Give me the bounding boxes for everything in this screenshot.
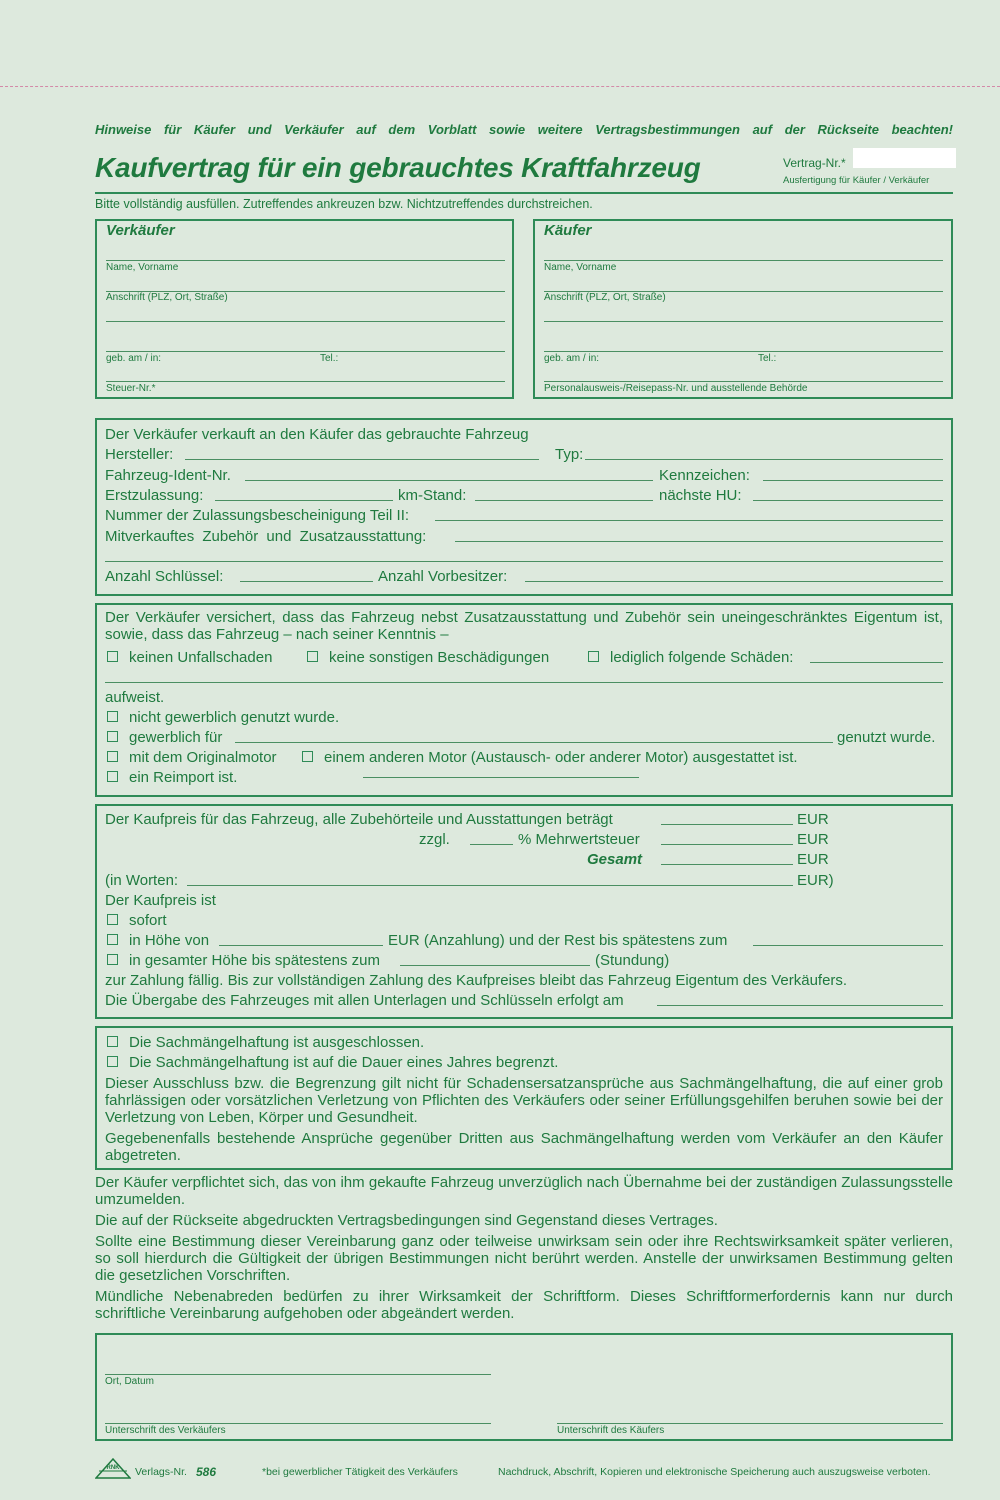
price-eur: EUR xyxy=(797,811,829,828)
reimport-label: ein Reimport ist. xyxy=(129,769,238,786)
instruction-text: Bitte vollständig ausfüllen. Zutreffendes ankreuzen bzw. Nichtzutreffendes durchstreichen. xyxy=(95,197,593,211)
seller-section xyxy=(95,219,514,399)
seller-heading: Verkäufer xyxy=(106,222,175,239)
terms-paragraph-2: Die auf der Rückseite abgedruckten Vertragsbedingungen sind Gegenstand dieses Vertrages. xyxy=(95,1212,718,1229)
km-line[interactable] xyxy=(475,500,653,501)
words-label: (in Worten: xyxy=(105,872,179,889)
owners-label: Anzahl Vorbesitzer: xyxy=(378,568,508,585)
damage-line[interactable] xyxy=(810,662,943,663)
km-label: km-Stand: xyxy=(398,487,467,504)
deposit-amount-line[interactable] xyxy=(219,945,383,946)
used-label: genutzt wurde. xyxy=(837,729,936,746)
other-engine-checkbox[interactable] xyxy=(302,751,313,762)
reimport-line[interactable] xyxy=(363,777,639,778)
following-damage-checkbox[interactable] xyxy=(588,651,599,662)
immediate-checkbox[interactable] xyxy=(107,914,118,925)
vehicle-section xyxy=(95,418,953,596)
buyer-section xyxy=(533,219,953,399)
seller-address-label: Anschrift (PLZ, Ort, Straße) xyxy=(106,292,228,303)
buyer-address-label: Anschrift (PLZ, Ort, Straße) xyxy=(544,292,666,303)
buyer-phone-label: Tel.: xyxy=(758,353,777,364)
due-text: zur Zahlung fällig. Bis zur vollständigen Zahlung des Kaufpreises bleibt das Fahrzeug Eigentum des Verkäufers. xyxy=(105,972,848,989)
vat-percent-line[interactable] xyxy=(470,844,513,845)
seller-name-label: Name, Vorname xyxy=(106,262,179,273)
terms-paragraph-4: Mündliche Nebenabreden bedürfen zu ihrer Wirksamkeit der Schriftform. Dieses Schriftformerfordernis kann nur durch schriftliche Vereinbarung aufgehoben oder abgeändert werden. xyxy=(95,1288,953,1322)
deposit-label: EUR (Anzahlung) und der Rest bis spätestens zum xyxy=(388,932,728,949)
publisher-logo xyxy=(95,1458,131,1480)
rest-date-line[interactable] xyxy=(753,945,943,946)
keys-label: Anzahl Schlüssel: xyxy=(105,568,224,585)
keys-line[interactable] xyxy=(240,581,373,582)
page-title: Kaufvertrag für ein gebrauchtes Kraftfahrzeug xyxy=(95,152,701,183)
seller-born-line[interactable] xyxy=(106,351,505,352)
full-by-checkbox[interactable] xyxy=(107,954,118,965)
owners-line[interactable] xyxy=(525,581,943,582)
publisher-no: 586 xyxy=(196,1465,217,1479)
full-by-line[interactable] xyxy=(400,965,590,966)
handover-label: Die Übergabe des Fahrzeuges mit allen Unterlagen und Schlüsseln erfolgt am xyxy=(105,992,624,1009)
plus-label: zzgl. xyxy=(419,831,450,848)
commercial-label: gewerblich für xyxy=(129,729,223,746)
deposit-checkbox[interactable] xyxy=(107,934,118,945)
buyer-signature-label: Unterschrift des Käufers xyxy=(557,1425,665,1436)
copyright-notice: Nachdruck, Abschrift, Kopieren und elektronische Speicherung auch auszugsweise verboten. xyxy=(498,1466,931,1478)
first-reg-label: Erstzulassung: xyxy=(105,487,204,504)
buyer-name-line[interactable] xyxy=(544,260,943,261)
price-intro: Der Kaufpreis für das Fahrzeug, alle Zubehörteile und Ausstattungen beträgt xyxy=(105,811,613,828)
seller-phone-label: Tel.: xyxy=(320,353,339,364)
hint-text: Hinweise für Käufer und Verkäufer auf dem Vorblatt sowie weitere Vertragsbestimmungen auf der Rückseite beachten! xyxy=(95,122,953,137)
handover-line[interactable] xyxy=(657,1005,943,1006)
total-line[interactable] xyxy=(661,864,793,865)
words-line[interactable] xyxy=(187,885,793,886)
buyer-name-label: Name, Vorname xyxy=(544,262,617,273)
vin-line[interactable] xyxy=(245,480,653,481)
type-line[interactable] xyxy=(585,459,943,460)
price-section xyxy=(95,804,953,1019)
reg-cert-line[interactable] xyxy=(435,520,943,521)
warranty-paragraph-2: Gegebenenfalls bestehende Ansprüche gegenüber Dritten aus Sachmängelhaftung werden vom Verkäufer an den Käufer abgetreten. xyxy=(105,1130,943,1164)
original-engine-label: mit dem Originalmotor xyxy=(129,749,277,766)
not-commercial-checkbox[interactable] xyxy=(107,711,118,722)
full-by-label: in gesamter Höhe bis spätestens zum xyxy=(129,952,380,969)
total-label: Gesamt xyxy=(587,851,643,868)
seller-born-label: geb. am / in: xyxy=(106,353,162,364)
copy-label: Ausfertigung für Käufer / Verkäufer xyxy=(783,175,930,186)
reg-cert-label: Nummer der Zulassungsbescheinigung Teil II: xyxy=(105,507,410,524)
type-label: Typ: xyxy=(555,446,584,463)
accessories-line[interactable] xyxy=(455,541,943,542)
perforation-line xyxy=(0,86,1000,87)
seller-signature-label: Unterschrift des Verkäufers xyxy=(105,1425,226,1436)
signature-section xyxy=(95,1333,953,1441)
publisher-no-label: Verlags-Nr. xyxy=(135,1466,187,1478)
contract-no-input[interactable] xyxy=(853,148,956,168)
other-engine-label: einem anderen Motor (Austausch- oder anderer Motor) ausgestattet ist. xyxy=(324,749,798,766)
logo-text: RNK xyxy=(106,1465,120,1471)
buyer-id-line[interactable] xyxy=(544,381,943,382)
seller-signature-line[interactable] xyxy=(105,1423,491,1424)
price-line[interactable] xyxy=(661,824,793,825)
vat-line[interactable] xyxy=(661,844,793,845)
footnote: *bei gewerblicher Tätigkeit des Verkäufers xyxy=(262,1466,458,1478)
terms-paragraph-3: Sollte eine Bestimmung dieser Vereinbarung ganz oder teilweise unwirksam sein oder ihre Rechtswirksamkeit später verlieren, so soll hierdurch die Gültigkeit der übrigen Bestimmungen nicht berührt werden. Anstelle der unwirksamen Bestimmung gelten die gesetzlichen Vorschriften. xyxy=(95,1233,953,1284)
original-engine-checkbox[interactable] xyxy=(107,751,118,762)
warranty-limited-checkbox[interactable] xyxy=(107,1056,118,1067)
following-damage-label: lediglich folgende Schäden: xyxy=(610,649,794,666)
buyer-address-line-2[interactable] xyxy=(544,321,943,322)
no-accident-label: keinen Unfallschaden xyxy=(129,649,273,666)
assurance-text: Der Verkäufer versichert, dass das Fahrzeug nebst Zusatzausstattung und Zubehör sein uneingeschränktes Eigentum ist, sowie, dass das Fahrzeug – nach seiner Kenntnis – xyxy=(105,609,943,643)
buyer-heading: Käufer xyxy=(544,222,592,239)
warranty-section xyxy=(95,1026,953,1170)
vat-eur: EUR xyxy=(797,831,829,848)
deferral-label: (Stundung) xyxy=(595,952,670,969)
seller-name-line[interactable] xyxy=(106,260,505,261)
next-hu-line[interactable] xyxy=(753,500,943,501)
buyer-born-line[interactable] xyxy=(544,351,943,352)
plate-label: Kennzeichen: xyxy=(659,467,750,484)
manufacturer-label: Hersteller: xyxy=(105,446,174,463)
immediate-label: sofort xyxy=(129,912,167,929)
vat-label: % Mehrwertsteuer xyxy=(518,831,640,848)
no-damage-checkbox[interactable] xyxy=(307,651,318,662)
accessories-label: Mitverkauftes Zubehör und Zusatzausstattung: xyxy=(105,528,427,545)
not-commercial-label: nicht gewerblich genutzt wurde. xyxy=(129,709,340,726)
warranty-excluded-checkbox[interactable] xyxy=(107,1036,118,1047)
total-eur: EUR xyxy=(797,851,829,868)
place-date-label: Ort, Datum xyxy=(105,1376,154,1387)
seller-tax-line[interactable] xyxy=(106,381,505,382)
buyer-signature-line[interactable] xyxy=(557,1423,943,1424)
assurance-section xyxy=(95,603,953,797)
terms-paragraph-1: Der Käufer verpflichtet sich, das von ihm gekaufte Fahrzeug unverzüglich nach Übernahme bei der zuständigen Zulassungsstelle umzumelden. xyxy=(95,1174,953,1208)
commercial-line[interactable] xyxy=(235,742,833,743)
no-accident-checkbox[interactable] xyxy=(107,651,118,662)
reimport-checkbox[interactable] xyxy=(107,771,118,782)
title-divider xyxy=(95,192,953,194)
buyer-id-label: Personalausweis-/Reisepass-Nr. und ausstellende Behörde xyxy=(544,383,808,394)
price-is-label: Der Kaufpreis ist xyxy=(105,892,216,909)
accessories-line-2[interactable] xyxy=(105,561,943,562)
seller-tax-label: Steuer-Nr.* xyxy=(106,383,156,394)
warranty-paragraph-1: Dieser Ausschluss bzw. die Begrenzung gilt nicht für Schadensersatzansprüche aus Sachmängelhaftung, die auf einer grob fahrlässigen oder vorsätzlichen Verletzung von Pflichten des Verkäufers oder seiner Erfüllungsgehilfen beruhen sowie bei der Verletzung von Leben, Körper und Gesundheit. xyxy=(105,1075,943,1126)
words-eur: EUR) xyxy=(797,872,834,889)
warranty-limited-label: Die Sachmängelhaftung ist auf die Dauer eines Jahres begrenzt. xyxy=(129,1054,559,1071)
plate-line[interactable] xyxy=(763,480,943,481)
seller-address-line-2[interactable] xyxy=(106,321,505,322)
vin-label: Fahrzeug-Ident-Nr. xyxy=(105,467,231,484)
no-damage-label: keine sonstigen Beschädigungen xyxy=(329,649,550,666)
amount-of-label: in Höhe von xyxy=(129,932,210,949)
first-reg-line[interactable] xyxy=(215,500,393,501)
next-hu-label: nächste HU: xyxy=(659,487,742,504)
manufacturer-line[interactable] xyxy=(185,459,539,460)
shows-label: aufweist. xyxy=(105,689,165,706)
warranty-excluded-label: Die Sachmängelhaftung ist ausgeschlossen. xyxy=(129,1034,425,1051)
commercial-checkbox[interactable] xyxy=(107,731,118,742)
place-date-line[interactable] xyxy=(105,1374,491,1375)
buyer-born-label: geb. am / in: xyxy=(544,353,600,364)
vehicle-intro: Der Verkäufer verkauft an den Käufer das gebrauchte Fahrzeug xyxy=(105,426,529,443)
contract-no-label: Vertrag-Nr.* xyxy=(783,156,846,170)
damage-line-2[interactable] xyxy=(105,682,943,683)
